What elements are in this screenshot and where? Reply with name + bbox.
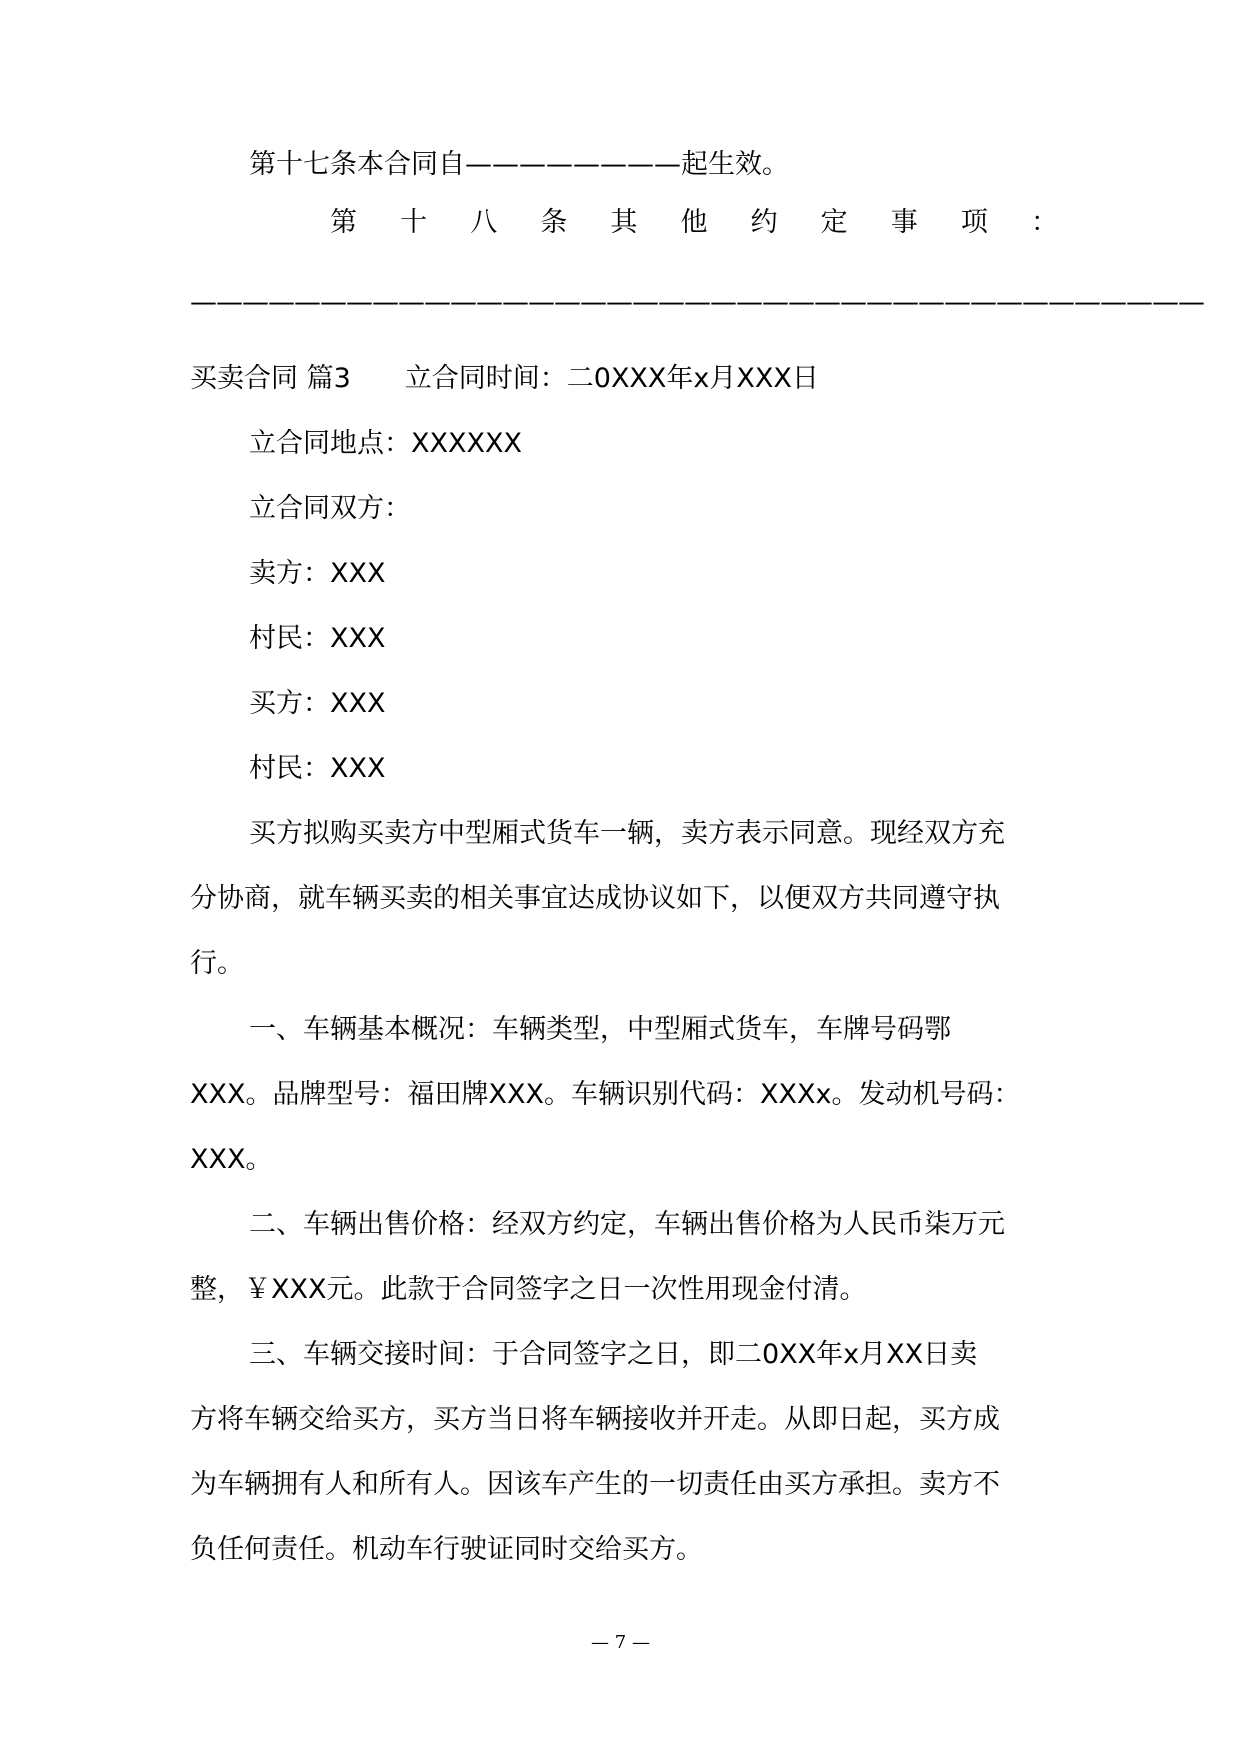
item-2-line: 整，￥XXX元。此款于合同签字之日一次性用现金付清。 <box>190 1274 867 1305</box>
seller-village-line: 村民：XXX <box>249 623 386 654</box>
article-18-char: 八 <box>470 207 498 238</box>
buyer-line: 买方：XXX <box>249 688 386 719</box>
article-18-char: ： <box>1030 207 1058 238</box>
item-3-line: 方将车辆交给买方，买方当日将车辆接收并开走。从即日起，买方成 <box>190 1404 1000 1435</box>
article-18-char: 项 <box>960 207 988 238</box>
item-1-line: 一、车辆基本概况：车辆类型，中型厢式货车，车牌号码鄂 <box>249 1014 951 1045</box>
article-18-char: 第 <box>330 207 357 238</box>
item-1-line: XXX。品牌型号：福田牌XXX。车辆识别代码：XXXx。发动机号码： <box>190 1079 1021 1110</box>
item-2-line: 二、车辆出售价格：经双方约定，车辆出售价格为人民币柒万元 <box>249 1209 1005 1240</box>
article-18-char: 十 <box>400 207 428 238</box>
intro-paragraph-line: 行。 <box>190 948 244 979</box>
article-18-char: 其 <box>610 207 638 238</box>
article-18-char: 约 <box>750 207 778 238</box>
item-3-line: 为车辆拥有人和所有人。因该车产生的一切责任由买方承担。卖方不 <box>190 1469 1000 1500</box>
article-18-char: 他 <box>680 207 708 238</box>
buyer-village-line: 村民：XXX <box>249 753 386 784</box>
article-18-char: 事 <box>890 207 918 238</box>
article-18-heading <box>330 203 1058 243</box>
contract-parties: 立合同双方： <box>249 493 411 524</box>
article-17-text: 第十七条本合同自————————起生效。 <box>249 149 789 180</box>
contract-3-title: 买卖合同 篇3 立合同时间：二0XXX年x月XXX日 <box>190 363 819 394</box>
item-1-line: XXX。 <box>190 1144 273 1175</box>
item-3-line: 三、车辆交接时间：于合同签字之日，即二0XX年x月XX日卖 <box>249 1339 978 1370</box>
seller-line: 卖方：XXX <box>249 558 386 589</box>
intro-paragraph-line: 买方拟购买卖方中型厢式货车一辆，卖方表示同意。现经双方充 <box>249 818 1005 849</box>
intro-paragraph-line: 分协商，就车辆买卖的相关事宜达成协议如下，以便双方共同遵守执 <box>190 883 1000 914</box>
contract-place: 立合同地点：XXXXXX <box>249 428 522 459</box>
item-3-line: 负任何责任。机动车行驶证同时交给买方。 <box>190 1534 703 1565</box>
article-18-char: 定 <box>820 207 848 238</box>
article-18-char: 条 <box>540 207 568 238</box>
article-18-blank-line: ——————————————————————————————————————— <box>190 287 1204 318</box>
page-number: — 7 — <box>591 1632 650 1653</box>
